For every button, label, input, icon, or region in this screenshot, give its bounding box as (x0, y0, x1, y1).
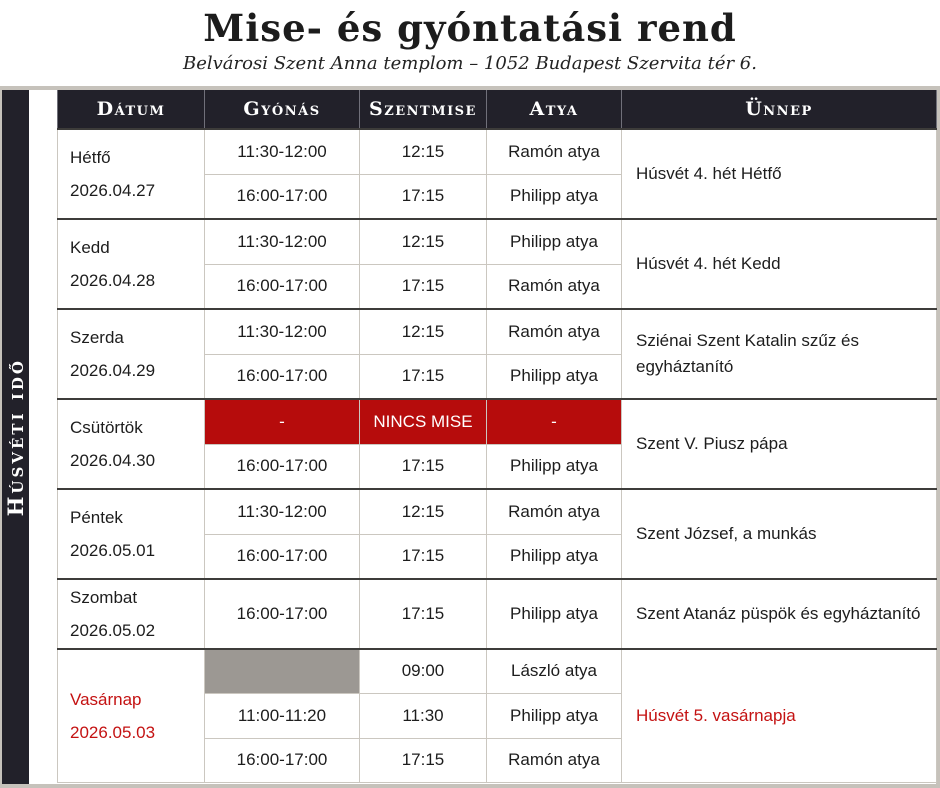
priest-cell: Philipp atya (487, 579, 622, 649)
feast-cell-monday: Húsvét 4. hét Hétfő (622, 129, 937, 219)
mass-cell: 17:15 (360, 579, 487, 649)
confession-cell: 16:00-17:00 (205, 264, 360, 309)
mass-cell: 17:15 (360, 738, 487, 782)
day-name: Szerda (70, 327, 124, 347)
confession-cell: 11:00-11:20 (205, 693, 360, 738)
season-label: Húsvéti idő (3, 357, 28, 517)
feast-cell-friday: Szent József, a munkás (622, 489, 937, 579)
schedule-table (57, 90, 937, 783)
day-name: Kedd (70, 237, 110, 257)
priest-cell: Philipp atya (487, 174, 622, 219)
priest-cell: Philipp atya (487, 693, 622, 738)
day-date: 2026.04.30 (70, 451, 156, 470)
page-subtitle: Belvárosi Szent Anna templom – 1052 Budapest Szervita tér 6. (183, 53, 757, 74)
confession-cell: 11:30-12:00 (205, 309, 360, 354)
day-name: Csütörtök (70, 417, 143, 437)
priest-cell: László atya (487, 649, 622, 693)
day-name: Hétfő (70, 147, 111, 167)
header-row (58, 90, 937, 129)
mass-cell: 17:15 (360, 534, 487, 579)
title-block (0, 6, 940, 74)
mass-cell: 12:15 (360, 219, 487, 264)
confession-cell: 16:00-17:00 (205, 174, 360, 219)
row-wednesday-1 (58, 309, 937, 354)
day-name: Szombat (70, 587, 138, 607)
mass-cell: 12:15 (360, 309, 487, 354)
mass-cell: 17:15 (360, 444, 487, 489)
mass-cell: 17:15 (360, 264, 487, 309)
confession-cell-empty (205, 649, 360, 693)
confession-cell: 11:30-12:00 (205, 489, 360, 534)
frame-border-bottom (0, 784, 940, 788)
day-date: 2026.04.28 (70, 271, 156, 290)
row-thursday-1 (58, 399, 937, 444)
row-friday-1 (58, 489, 937, 534)
feast-cell-wednesday: Sziénai Szent Katalin szűz és egyháztanító (622, 309, 937, 399)
day-cell-sunday (58, 649, 205, 782)
priest-cell: Philipp atya (487, 444, 622, 489)
priest-cell: Ramón atya (487, 264, 622, 309)
day-name: Vasárnap (70, 689, 142, 709)
row-sunday-1 (58, 649, 937, 693)
day-date: 2026.05.03 (70, 722, 156, 742)
day-name: Péntek (70, 507, 123, 527)
mass-cell: 12:15 (360, 489, 487, 534)
day-date: 2026.05.02 (70, 621, 156, 640)
day-cell-saturday (58, 579, 205, 649)
day-cell-monday (58, 129, 205, 219)
day-cell-friday (58, 489, 205, 579)
mass-cell: 17:15 (360, 174, 487, 219)
feast-cell-saturday: Szent Atanáz püspök és egyháztanító (622, 579, 937, 649)
mass-cell: 11:30 (360, 693, 487, 738)
priest-cell: Ramón atya (487, 738, 622, 782)
col-header-confession: Gyónás (205, 90, 360, 129)
confession-cell: 16:00-17:00 (205, 579, 360, 649)
day-date: 2026.05.01 (70, 541, 156, 560)
priest-cell: Ramón atya (487, 489, 622, 534)
day-cell-wednesday (58, 309, 205, 399)
row-saturday (58, 579, 937, 649)
col-header-priest: Atya (487, 90, 622, 129)
priest-cell: Philipp atya (487, 354, 622, 399)
confession-cell: 16:00-17:00 (205, 738, 360, 782)
col-header-feast: Ünnep (622, 90, 937, 129)
mass-cell: 12:15 (360, 129, 487, 174)
day-date: 2026.04.27 (70, 181, 156, 200)
mass-cell: 17:15 (360, 354, 487, 399)
day-date: 2026.04.29 (70, 361, 156, 380)
priest-cell: Philipp atya (487, 219, 622, 264)
priest-cell-cancelled: - (487, 399, 622, 444)
confession-cell-cancelled: - (205, 399, 360, 444)
season-sidebar (2, 90, 29, 784)
row-monday-1 (58, 129, 937, 174)
confession-cell: 11:30-12:00 (205, 129, 360, 174)
day-cell-tuesday (58, 219, 205, 309)
feast-cell-thursday: Szent V. Piusz pápa (622, 399, 937, 489)
confession-cell: 16:00-17:00 (205, 354, 360, 399)
feast-cell-tuesday: Húsvét 4. hét Kedd (622, 219, 937, 309)
row-tuesday-1 (58, 219, 937, 264)
col-header-mass: Szentmise (360, 90, 487, 129)
feast-cell-sunday: Húsvét 5. vasárnapja (622, 649, 937, 782)
no-mass-cell: NINCS MISE (360, 399, 487, 444)
confession-cell: 16:00-17:00 (205, 444, 360, 489)
priest-cell: Ramón atya (487, 309, 622, 354)
mass-cell: 09:00 (360, 649, 487, 693)
day-cell-thursday (58, 399, 205, 489)
page-title: Mise- és gyóntatási rend (203, 6, 737, 50)
confession-cell: 16:00-17:00 (205, 534, 360, 579)
confession-cell: 11:30-12:00 (205, 219, 360, 264)
col-header-date: Dátum (58, 90, 205, 129)
priest-cell: Ramón atya (487, 129, 622, 174)
priest-cell: Philipp atya (487, 534, 622, 579)
